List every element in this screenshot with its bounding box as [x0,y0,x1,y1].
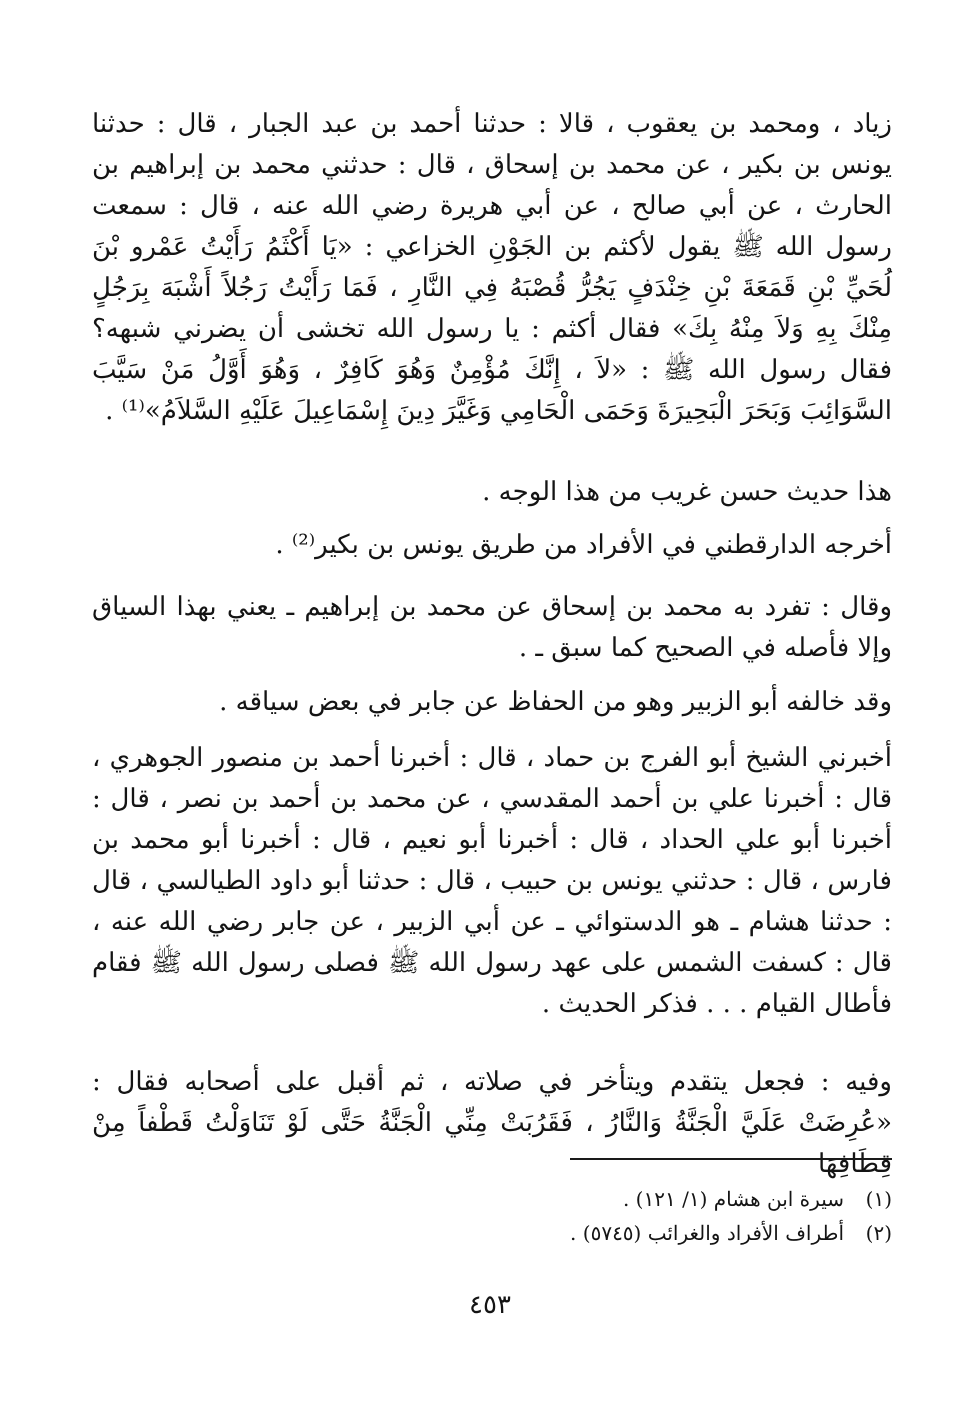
footnote-item [92,1216,892,1250]
body-paragraph-takhrij: أخرجه الدارقطني في الأفراد من طريق يونس بن بكير⁽²⁾ . [275,530,892,560]
footnote-text: سيرة ابن هشام (١/ ١٢١) . [622,1187,844,1211]
page-number: ٤٥٣ [469,1290,511,1320]
body-paragraph-second-isnad: أخبرني الشيخ أبو الفرج بن حماد ، قال : أخبرنا أحمد بن منصور الجوهري ، قال : أخبرنا علي بن أحمد المقدسي ، عن محمد بن أحمد بن نصر ، قال : أخبرنا أبو علي الحداد ، قال : أخبرنا أبو نعيم ، قال : أخبرنا أبو محمد بن فارس ، قال : حدثني يونس بن حبيب ، قال : حدثنا أبو داود الطيالسي ، قال : حدثنا هشام ـ هو الدستوائي ـ عن أبي الزبير ، عن جابر رضي الله عنه ، قال : كسفت الشمس على عهد رسول الله ﷺ فصلى رسول الله ﷺ فقام فأطال القيام . . . فذكر الحديث . [92,743,892,1019]
body-paragraph-continuation: وفيه : فجعل يتقدم ويتأخر في صلاته ، ثم أقبل على أصحابه فقال : «عُرِضَتْ عَلَيَّ الْجَنَّةُ وَالنَّارُ ، فَقَرُبَتْ مِنِّي الْجَنَّةُ حَتَّى لَوْ تَنَاوَلْتُ قَطْفاً مِنْ قِطَافِهَا [92,1067,892,1179]
body-paragraph-hadith-isnad: زياد ، ومحمد بن يعقوب ، قالا : حدثنا أحمد بن عبد الجبار ، قال : حدثنا يونس بن بكير ، عن محمد بن إسحاق ، قال : حدثني محمد بن إبراهيم بن الحارث ، عن أبي صالح ، عن أبي هريرة رضي الله عنه ، قال : سمعت رسول الله ﷺ يقول لأكثم بن الجَوْنِ الخزاعي : «يَا أَكْثَمُ رَأَيْتُ عَمْرو بْنَ لُحَيِّ بْنِ قَمَعَةَ بْنِ خِنْدَفٍ يَجُرُّ قُصْبَهُ فِي النَّارِ ، فَمَا رَأَيْتُ رَجُلاً أَشْبَهَ بِرَجُلٍ مِنْكَ بِهِ وَلاَ مِنْهُ بِكَ» فقال أكثم : يا رسول الله تخشى أن يضرني شبهه؟ فقال رسول الله ﷺ : «لاَ ، إِنَّكَ مُؤْمِنٌ وَهُوَ كَافِرٌ ، وَهُوَ أَوَّلُ مَنْ سَيَّبَ السَّوَائِبَ وَبَحَرَ الْبَحِيرَةَ وَحَمَى الْحَامِي وَغَيَّرَ دِينَ إِسْمَاعِيلَ عَلَيْهِ السَّلاَمُ»⁽¹⁾ . [92,109,893,426]
footnote-text: أطراف الأفراد والغرائب (٥٧٤٥) . [570,1221,844,1245]
body-paragraph-contradiction: وقد خالفه أبو الزبير وهو من الحفاظ عن جابر في بعض سياقه . [219,687,892,717]
footnote-number: (٢) [865,1221,892,1245]
footnote-number: (١) [865,1187,892,1211]
body-paragraph-grading: هذا حديث حسن غريب من هذا الوجه . [482,477,892,507]
footnote-item [92,1182,892,1216]
body-paragraph-comment: وقال : تفرد به محمد بن إسحاق عن محمد بن إبراهيم ـ يعني بهذا السياق وإلا فأصله في الصحيح كما سبق ـ . [92,592,892,663]
footnote-divider [570,1158,892,1160]
footnotes [92,1182,892,1250]
